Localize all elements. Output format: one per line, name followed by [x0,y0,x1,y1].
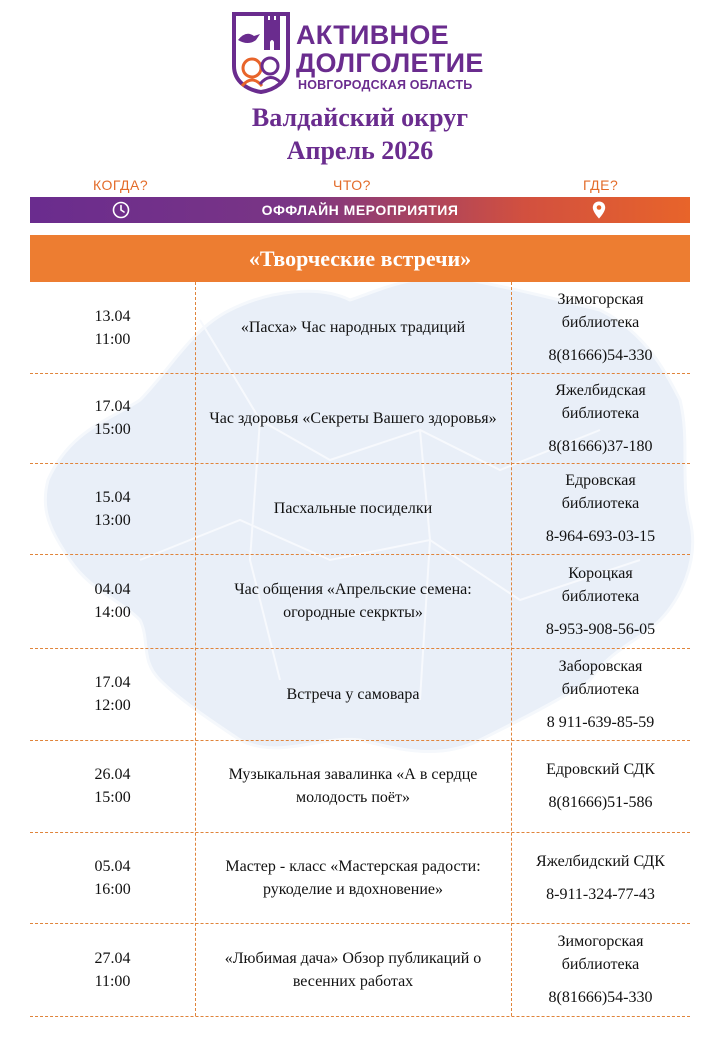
event-phone: 8(81666)51-586 [548,794,653,811]
event-date: 05.04 [94,857,131,875]
event-title: Час здоровья «Секреты Вашего здоровья» [209,409,497,427]
seal-emblem-icon [230,10,292,94]
event-date: 13.04 [94,307,131,325]
column-label-what: ЧТО? [333,177,371,193]
event-phone: 8(81666)54-330 [548,347,653,364]
event-date: 17.04 [94,674,131,691]
table-row [30,463,690,555]
event-phone: 8-964-693-03-15 [545,528,656,545]
event-place-type: библиотека [561,956,640,973]
logo [230,10,500,94]
table-row [30,648,690,741]
event-place-type: библиотека [561,587,640,605]
logo-region: НОВГОРОДСКАЯ ОБЛАСТЬ [298,78,473,92]
map-pin-icon [592,201,606,219]
event-where-cell [511,282,690,373]
event-when-cell [30,923,195,1016]
event-place-type: библиотека [561,680,640,698]
event-time: 15:00 [94,789,131,806]
event-time: 11:00 [94,330,131,348]
event-title: Час общения «Апрельские семена: огородные секркты» [234,581,472,621]
event-when-cell [30,554,195,648]
logo-line-1: АКТИВНОЕ [296,20,449,50]
event-place: Яжелбидский СДК [536,852,665,870]
event-where-cell [511,648,690,740]
event-date: 27.04 [94,949,131,967]
event-date: 26.04 [94,766,131,783]
event-place: Зимогорская [557,291,644,308]
event-title: Встреча у самовара [286,685,420,703]
event-where-cell [511,554,690,648]
table-row [30,373,690,464]
event-when-cell [30,740,195,832]
event-time: 13:00 [94,511,131,529]
event-title: «Любимая дача» Обзор публикаций о весенних работах [224,949,482,990]
event-when-cell [30,373,195,463]
event-time: 11:00 [94,972,131,990]
logo-line-2: ДОЛГОЛЕТИЕ [296,48,484,78]
column-label-when: КОГДА? [93,177,149,193]
event-when-cell [30,282,195,373]
event-when-cell [30,648,195,740]
month-title: Апрель 2026 [286,136,434,165]
event-title: «Пасха» Час народных традиций [240,319,466,336]
event-phone: 8-953-908-56-05 [545,620,656,638]
table-row [30,923,690,1017]
event-place: Едровская [565,472,636,489]
event-place: Едровский СДК [546,761,655,778]
event-when-cell [30,463,195,554]
event-time: 15:00 [94,421,131,438]
event-where-cell [511,923,690,1016]
event-place: Зимогорская [557,933,644,950]
offline-events-banner [30,197,690,223]
table-row [30,832,690,924]
event-title: Музыкальная завалинка «А в сердце молодость поёт» [228,766,478,806]
event-date: 17.04 [94,398,131,415]
event-place-type: библиотека [561,404,640,422]
event-phone: 8(81666)54-330 [548,989,653,1006]
table-row [30,740,690,833]
event-place: Яжелбидская [555,381,646,399]
event-when-cell [30,832,195,923]
event-place: Заборовская [558,657,643,675]
event-where-cell [511,740,690,832]
section-header: «Творческие встречи» [30,235,690,282]
event-place-type: библиотека [561,495,640,512]
events-table [30,282,690,1016]
event-phone: 8-911-324-77-43 [546,885,655,903]
event-time: 12:00 [94,697,131,714]
event-place-type: библиотека [561,314,640,331]
event-phone: 8(81666)37-180 [548,437,653,455]
event-place: Короцкая [568,564,633,582]
event-where-cell [511,463,690,554]
event-where-cell [511,373,690,463]
column-label-where: ГДЕ? [583,177,619,193]
event-where-cell [511,832,690,923]
event-title: Пасхальные посиделки [273,500,433,517]
table-row [30,554,690,649]
event-time: 16:00 [94,880,131,898]
banner-label: ОФФЛАЙН МЕРОПРИЯТИЯ [261,202,459,218]
event-time: 14:00 [94,604,131,621]
event-title: Мастер - класс «Мастерская радости: рукоделие и вдохновение» [225,857,481,898]
district-title: Валдайский округ [251,103,469,132]
event-date: 15.04 [94,488,131,506]
table-row [30,282,690,374]
event-date: 04.04 [94,581,131,598]
event-phone: 8 911-639-85-59 [546,713,655,731]
